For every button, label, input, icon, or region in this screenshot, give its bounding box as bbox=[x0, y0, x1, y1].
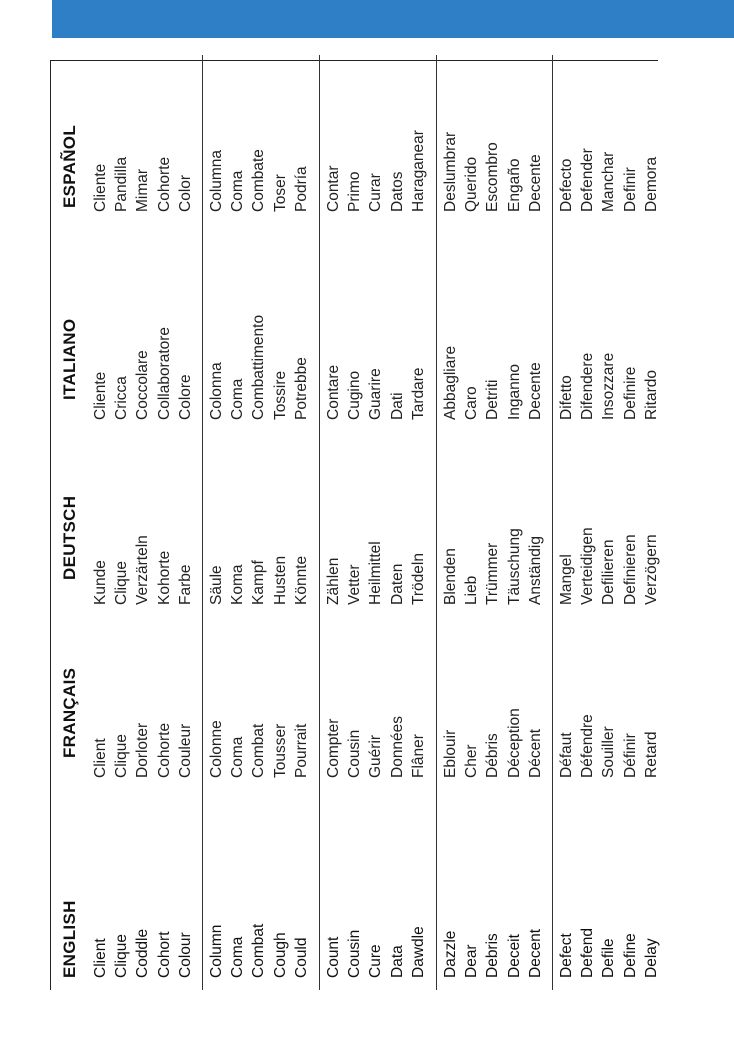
cell-italiano: Guarire bbox=[367, 368, 385, 420]
cell-deutsch: Trümmer bbox=[484, 542, 502, 605]
cell-deutsch: Verzärteln bbox=[134, 535, 152, 605]
cell-english: Count bbox=[325, 936, 342, 978]
cell-deutsch: Blenden bbox=[442, 548, 459, 605]
table-row bbox=[132, 55, 154, 990]
cell-english: Client bbox=[92, 938, 109, 978]
cell-italiano: Decente bbox=[526, 362, 544, 420]
cell-espanol: Cliente bbox=[92, 163, 109, 212]
cell-espanol: Escombro bbox=[484, 142, 502, 212]
table-row bbox=[344, 55, 366, 990]
cell-espanol: Mimar bbox=[134, 168, 152, 212]
table-row bbox=[620, 55, 642, 990]
cell-english: Data bbox=[388, 945, 406, 978]
cell-espanol: Coma bbox=[229, 170, 247, 212]
table-row bbox=[323, 55, 345, 990]
table-header-row bbox=[50, 55, 90, 990]
table-row bbox=[365, 55, 387, 990]
table-row bbox=[227, 55, 249, 990]
cell-deutsch: Trödeln bbox=[409, 553, 427, 605]
cell-english: Combat bbox=[250, 923, 268, 978]
cell-english: Deceit bbox=[505, 934, 523, 978]
table-row bbox=[175, 55, 197, 990]
cell-espanol: Manchar bbox=[600, 151, 618, 212]
cell-francais: Colonne bbox=[208, 720, 225, 778]
cell-deutsch: Könnte bbox=[292, 555, 310, 605]
cell-francais: Compter bbox=[325, 718, 342, 778]
cell-deutsch: Zählen bbox=[325, 557, 342, 605]
table-row bbox=[90, 55, 112, 990]
cell-francais: Pourrait bbox=[292, 723, 310, 778]
table-row bbox=[206, 55, 228, 990]
cell-english: Cohort bbox=[155, 931, 173, 978]
cell-english: Define bbox=[621, 933, 639, 978]
cell-francais: Clique bbox=[113, 734, 131, 778]
cell-francais: Cher bbox=[463, 744, 481, 778]
cell-deutsch: Säule bbox=[208, 565, 225, 605]
cell-italiano: Tardare bbox=[409, 367, 427, 420]
cell-italiano: Collaboratore bbox=[155, 326, 173, 420]
cell-deutsch: Täuschung bbox=[505, 528, 523, 605]
cell-espanol: Definir bbox=[621, 167, 639, 212]
header-francais: FRANÇAIS bbox=[60, 667, 79, 758]
cell-english: Decent bbox=[526, 928, 544, 978]
cell-francais: Eblouir bbox=[442, 729, 459, 778]
cell-italiano: Inganno bbox=[505, 363, 523, 420]
table-row bbox=[111, 55, 133, 990]
cell-espanol: Podría bbox=[292, 166, 310, 212]
cell-english: Colour bbox=[176, 932, 194, 978]
cell-italiano: Difendere bbox=[579, 352, 597, 420]
table-row bbox=[408, 55, 430, 990]
cell-espanol: Deslumbrar bbox=[442, 131, 459, 212]
cell-deutsch: Anständig bbox=[526, 536, 544, 605]
cell-italiano: Coccolare bbox=[134, 350, 152, 420]
cell-italiano: Contare bbox=[325, 364, 342, 420]
cell-deutsch: Vetter bbox=[346, 564, 364, 605]
cell-deutsch: Daten bbox=[388, 563, 406, 605]
cell-espanol: Contar bbox=[325, 165, 342, 212]
table-row bbox=[556, 55, 578, 990]
cell-espanol: Color bbox=[176, 174, 194, 212]
cell-espanol: Datos bbox=[388, 171, 406, 212]
cell-italiano: Potrebbe bbox=[292, 357, 310, 420]
cell-english: Coma bbox=[229, 936, 247, 978]
table-row bbox=[641, 55, 663, 990]
cell-deutsch: Verteidigen bbox=[579, 527, 597, 605]
cell-italiano: Insozzare bbox=[600, 352, 618, 420]
header-italiano: ITALIANO bbox=[60, 318, 79, 400]
table-row bbox=[387, 55, 409, 990]
cell-english: Defile bbox=[600, 938, 618, 978]
cell-espanol: Cohorte bbox=[155, 156, 173, 212]
cell-italiano: Coma bbox=[229, 378, 247, 420]
rotated-table bbox=[50, 55, 675, 990]
cell-deutsch: Koma bbox=[229, 564, 247, 605]
cell-english: Defect bbox=[558, 933, 575, 978]
cell-english: Cough bbox=[271, 932, 289, 978]
cell-francais: Souiller bbox=[600, 726, 618, 778]
cell-italiano: Cliente bbox=[92, 371, 109, 420]
cell-italiano: Caro bbox=[463, 386, 481, 420]
cell-francais: Combat bbox=[250, 723, 268, 778]
cell-francais: Déception bbox=[505, 708, 523, 778]
cell-italiano: Definire bbox=[621, 366, 639, 420]
cell-english: Column bbox=[208, 924, 225, 978]
table-row bbox=[291, 55, 313, 990]
cell-italiano: Colonna bbox=[208, 362, 225, 420]
cell-francais: Définir bbox=[621, 733, 639, 778]
table-row bbox=[248, 55, 270, 990]
cell-espanol: Defecto bbox=[558, 158, 575, 212]
cell-italiano: Tossire bbox=[271, 370, 289, 420]
table-row bbox=[270, 55, 292, 990]
cell-francais: Couleur bbox=[176, 723, 194, 778]
cell-deutsch: Kampf bbox=[250, 560, 268, 605]
cell-deutsch: Definieren bbox=[621, 534, 639, 605]
cell-italiano: Ritardo bbox=[642, 370, 660, 420]
group-separator bbox=[202, 55, 203, 990]
cell-espanol: Querido bbox=[463, 156, 481, 212]
cell-francais: Flâner bbox=[409, 734, 427, 778]
cell-francais: Cohorte bbox=[155, 722, 173, 778]
cell-deutsch: Lieb bbox=[463, 575, 481, 605]
cell-italiano: Abbagliare bbox=[442, 345, 459, 420]
cell-italiano: Cricca bbox=[113, 376, 131, 420]
cell-italiano: Cugino bbox=[346, 370, 364, 420]
cell-italiano: Colore bbox=[176, 374, 194, 420]
cell-deutsch: Husten bbox=[271, 555, 289, 605]
header-espanol: ESPAÑOL bbox=[60, 124, 79, 208]
cell-francais: Dorloter bbox=[134, 722, 152, 778]
cell-francais: Guérir bbox=[367, 734, 385, 778]
cell-francais: Défaut bbox=[558, 732, 575, 778]
cell-italiano: Difetto bbox=[558, 375, 575, 420]
table-row bbox=[525, 55, 547, 990]
cell-deutsch: Farbe bbox=[176, 564, 194, 605]
cell-francais: Défendre bbox=[579, 714, 597, 778]
cell-francais: Retard bbox=[642, 731, 660, 778]
cell-espanol: Decente bbox=[526, 154, 544, 212]
table-row bbox=[482, 55, 504, 990]
cell-francais: Données bbox=[388, 715, 406, 778]
table-row bbox=[461, 55, 483, 990]
cell-espanol: Toser bbox=[271, 174, 289, 212]
table-row bbox=[440, 55, 462, 990]
cell-english: Dawdle bbox=[409, 926, 427, 978]
cell-english: Cousin bbox=[346, 929, 364, 978]
cell-english: Coddle bbox=[134, 928, 152, 978]
cell-francais: Tousser bbox=[271, 723, 289, 778]
cell-italiano: Dati bbox=[388, 392, 406, 420]
cell-espanol: Combate bbox=[250, 149, 268, 212]
cell-espanol: Columna bbox=[208, 149, 225, 212]
cell-english: Dear bbox=[463, 944, 481, 978]
cell-english: Debris bbox=[484, 933, 502, 978]
cell-english: Clique bbox=[113, 934, 131, 978]
group-separator bbox=[319, 55, 320, 990]
cell-espanol: Curar bbox=[367, 173, 385, 212]
header-deutsch: DEUTSCH bbox=[60, 495, 79, 580]
cell-espanol: Engaño bbox=[505, 158, 523, 212]
cell-francais: Client bbox=[92, 738, 109, 778]
cell-espanol: Haraganear bbox=[409, 130, 427, 212]
cell-deutsch: Defilieren bbox=[600, 539, 618, 605]
cell-english: Could bbox=[292, 937, 310, 978]
cell-english: Cure bbox=[367, 944, 385, 978]
header-color-bar bbox=[52, 0, 734, 38]
cell-deutsch: Heilmittel bbox=[367, 541, 385, 605]
cell-deutsch: Verzögern bbox=[642, 534, 660, 605]
cell-deutsch: Kunde bbox=[92, 560, 109, 605]
cell-francais: Débris bbox=[484, 733, 502, 778]
cell-francais: Décent bbox=[526, 728, 544, 778]
cell-english: Dazzle bbox=[442, 930, 459, 978]
header-english: ENGLISH bbox=[60, 900, 79, 978]
cell-deutsch: Mangel bbox=[558, 554, 575, 605]
table-row bbox=[598, 55, 620, 990]
cell-espanol: Primo bbox=[346, 171, 364, 212]
cell-francais: Cousin bbox=[346, 729, 364, 778]
group-separator bbox=[436, 55, 437, 990]
cell-francais: Coma bbox=[229, 736, 247, 778]
table-row bbox=[577, 55, 599, 990]
cell-italiano: Detriti bbox=[484, 379, 502, 420]
group-separator bbox=[552, 55, 553, 990]
table-row bbox=[154, 55, 176, 990]
table-row bbox=[504, 55, 526, 990]
cell-deutsch: Kohorte bbox=[155, 550, 173, 605]
cell-espanol: Pandilla bbox=[113, 156, 131, 212]
cell-english: Defend bbox=[579, 928, 597, 978]
cell-deutsch: Clique bbox=[113, 561, 131, 605]
cell-english: Delay bbox=[642, 938, 660, 978]
cell-italiano: Combattimento bbox=[250, 314, 268, 420]
cell-espanol: Defender bbox=[579, 148, 597, 212]
cell-espanol: Demora bbox=[642, 156, 660, 212]
